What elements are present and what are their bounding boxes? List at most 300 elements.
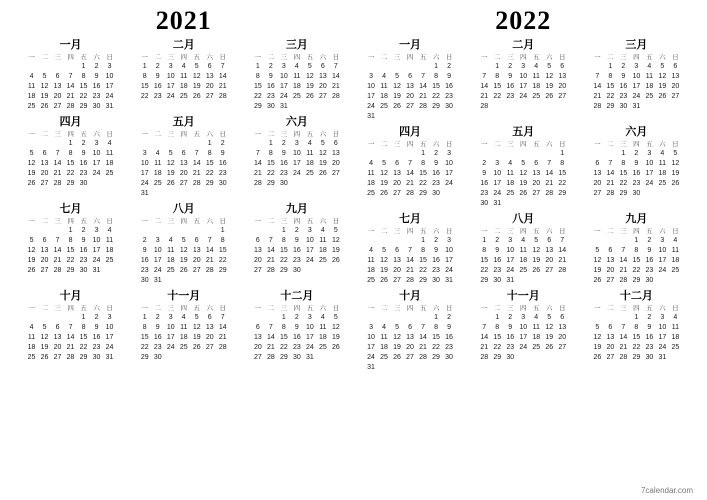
day-cell: 15 xyxy=(558,170,567,177)
month-name: 三月 xyxy=(625,39,648,51)
day-cell: 28 xyxy=(53,180,62,187)
day-cell: 1 xyxy=(68,227,73,234)
day-cell: 10 xyxy=(105,73,114,80)
weekday-header: 二 xyxy=(154,305,161,312)
week-row xyxy=(591,353,682,363)
weekday-header: 二 xyxy=(607,141,614,148)
day-cell: 4 xyxy=(369,247,374,254)
day-cell: 28 xyxy=(406,277,414,284)
week-row xyxy=(591,266,682,276)
day-cell: 8 xyxy=(281,324,286,331)
day-cell: 28 xyxy=(66,103,75,110)
weekday-header: 三 xyxy=(620,141,627,148)
day-cell-empty xyxy=(151,189,164,199)
day-cell: 1 xyxy=(421,237,426,244)
day-cell: 3 xyxy=(647,150,652,157)
day-cell: 10 xyxy=(153,247,162,254)
week-row xyxy=(25,82,116,92)
week-row xyxy=(591,246,682,256)
week-row xyxy=(365,323,456,333)
day-cell: 6 xyxy=(408,73,413,80)
weekday-header: 二 xyxy=(380,305,388,312)
month-name: 十月 xyxy=(59,290,82,302)
day-cell: 23 xyxy=(632,180,641,187)
day-cell: 4 xyxy=(155,150,160,157)
weekday-header: 三 xyxy=(54,54,61,61)
day-cell-empty xyxy=(656,276,669,286)
day-cell-empty xyxy=(365,236,378,246)
week-row xyxy=(251,353,342,363)
quarters-1 xyxy=(354,38,694,376)
week-row xyxy=(25,236,116,246)
month-block xyxy=(357,289,462,373)
day-cell: 1 xyxy=(142,314,147,321)
day-cell: 31 xyxy=(140,190,149,197)
day-cell: 5 xyxy=(194,314,199,321)
day-cell: 3 xyxy=(107,314,112,321)
day-cell: 24 xyxy=(445,267,453,274)
day-cell: 30 xyxy=(445,103,453,110)
weekday-header: 一 xyxy=(480,54,488,61)
day-cell: 18 xyxy=(105,247,114,254)
day-cell: 29 xyxy=(558,190,567,197)
day-cell-empty xyxy=(290,179,303,189)
day-cell: 14 xyxy=(218,324,227,331)
day-cell: 25 xyxy=(153,180,162,187)
weekday-header: 五 xyxy=(306,305,314,312)
week-row xyxy=(251,246,342,256)
day-cell: 13 xyxy=(558,324,567,331)
day-cell-empty xyxy=(517,353,530,363)
weekday-header: 日 xyxy=(672,305,679,312)
day-cell-empty xyxy=(430,112,443,122)
week-row xyxy=(591,236,682,246)
day-cell: 22 xyxy=(140,344,149,351)
day-cell: 12 xyxy=(393,334,401,341)
day-cell: 19 xyxy=(27,257,36,264)
day-cell: 18 xyxy=(179,83,188,90)
day-cell: 18 xyxy=(292,83,301,90)
weekday-header: 一 xyxy=(141,305,148,312)
day-cell: 30 xyxy=(632,190,641,197)
week-row xyxy=(591,62,682,72)
month-name: 三月 xyxy=(285,39,308,51)
weekday-header: 四 xyxy=(519,141,527,148)
day-cell: 9 xyxy=(142,247,147,254)
day-cell: 15 xyxy=(432,83,440,90)
day-cell: 20 xyxy=(192,257,201,264)
day-cell: 16 xyxy=(92,83,101,90)
day-cell: 23 xyxy=(292,257,301,264)
weekday-header: 一 xyxy=(254,54,262,61)
week-row xyxy=(365,256,456,266)
day-cell: 14 xyxy=(406,170,414,177)
weekday-header: 二 xyxy=(493,54,501,61)
day-cell: 17 xyxy=(658,257,667,264)
day-cell: 25 xyxy=(179,93,188,100)
day-cell-empty xyxy=(177,353,190,363)
day-cell: 15 xyxy=(279,247,288,254)
day-cell: 3 xyxy=(660,237,665,244)
weekday-header: 五 xyxy=(80,305,87,312)
day-cell: 23 xyxy=(79,170,88,177)
day-cell: 20 xyxy=(205,334,214,341)
month-grid xyxy=(251,217,342,276)
day-cell: 12 xyxy=(331,324,340,331)
day-cell: 19 xyxy=(593,344,602,351)
day-cell: 12 xyxy=(380,170,388,177)
weekday-header: 五 xyxy=(306,54,314,61)
day-cell: 18 xyxy=(153,170,162,177)
day-cell: 4 xyxy=(673,314,678,321)
day-cell-empty xyxy=(365,62,378,72)
day-cell: 22 xyxy=(253,93,262,100)
day-cell: 28 xyxy=(558,267,567,274)
day-cell-empty xyxy=(51,313,64,323)
day-cell: 16 xyxy=(493,257,502,264)
day-cell-empty xyxy=(404,112,417,122)
month-grid xyxy=(591,140,682,199)
day-cell-empty xyxy=(591,236,604,246)
day-cell: 2 xyxy=(634,150,639,157)
day-cell: 3 xyxy=(447,237,452,244)
day-cell: 13 xyxy=(253,334,262,341)
day-cell: 29 xyxy=(419,277,427,284)
month-block xyxy=(584,38,689,122)
day-cell-empty xyxy=(478,149,491,159)
month-block xyxy=(471,289,576,373)
day-cell: 28 xyxy=(192,180,201,187)
day-cell: 19 xyxy=(192,334,201,341)
day-cell: 26 xyxy=(545,93,554,100)
day-cell: 15 xyxy=(253,83,262,90)
day-cell: 3 xyxy=(307,227,312,234)
day-cell: 7 xyxy=(560,237,565,244)
day-cell: 29 xyxy=(632,277,641,284)
day-cell: 19 xyxy=(393,344,401,351)
day-cell: 14 xyxy=(480,334,489,341)
day-cell: 25 xyxy=(105,257,114,264)
day-cell: 8 xyxy=(495,73,500,80)
day-cell: 29 xyxy=(632,354,641,361)
day-cell: 15 xyxy=(218,247,227,254)
day-cell: 19 xyxy=(593,267,602,274)
month-block xyxy=(584,212,689,286)
day-cell: 25 xyxy=(27,103,36,110)
day-cell-empty xyxy=(164,139,177,149)
day-cell: 4 xyxy=(181,63,186,70)
day-cell: 2 xyxy=(647,314,652,321)
day-cell: 24 xyxy=(292,170,301,177)
day-cell: 26 xyxy=(393,354,401,361)
day-cell: 1 xyxy=(255,63,260,70)
weekday-header: 一 xyxy=(254,305,262,312)
weekday-header: 日 xyxy=(106,131,113,138)
weekday-header: 一 xyxy=(254,131,262,138)
day-cell: 19 xyxy=(519,180,528,187)
week-row xyxy=(365,276,456,286)
day-cell: 27 xyxy=(205,93,214,100)
weekday-header: 一 xyxy=(28,305,35,312)
weekday-header: 二 xyxy=(607,305,614,312)
day-cell-empty xyxy=(251,139,264,149)
weekday-header: 六 xyxy=(206,54,213,61)
month-name: 一月 xyxy=(59,39,82,51)
day-cell: 17 xyxy=(367,93,375,100)
day-cell: 29 xyxy=(266,180,275,187)
day-cell: 11 xyxy=(27,334,36,341)
week-row xyxy=(591,159,682,169)
week-row xyxy=(251,159,342,169)
day-cell-empty xyxy=(51,62,64,72)
day-cell: 8 xyxy=(142,324,147,331)
day-cell: 1 xyxy=(495,63,500,70)
day-cell: 6 xyxy=(608,247,613,254)
weekday-header: 四 xyxy=(67,305,74,312)
day-cell: 31 xyxy=(279,103,288,110)
day-cell: 17 xyxy=(140,170,149,177)
day-cell-empty xyxy=(38,226,51,236)
day-cell-empty xyxy=(316,179,329,189)
day-cell: 25 xyxy=(645,93,654,100)
day-cell: 12 xyxy=(519,170,528,177)
day-cell: 1 xyxy=(421,150,426,157)
day-cell-empty xyxy=(617,313,630,323)
day-cell: 23 xyxy=(480,190,489,197)
day-cell-empty xyxy=(556,102,569,112)
day-cell: 13 xyxy=(331,150,340,157)
day-cell: 3 xyxy=(369,73,374,80)
week-row xyxy=(138,189,229,199)
day-cell: 10 xyxy=(445,247,453,254)
years-row xyxy=(14,6,693,376)
weekday-header: 三 xyxy=(167,131,174,138)
day-cell: 17 xyxy=(292,160,301,167)
day-cell: 25 xyxy=(318,344,327,351)
day-cell: 25 xyxy=(532,93,541,100)
day-cell: 21 xyxy=(619,344,628,351)
day-cell-empty xyxy=(164,226,177,236)
day-cell: 25 xyxy=(166,267,175,274)
day-cell: 13 xyxy=(558,73,567,80)
day-cell: 21 xyxy=(53,170,62,177)
day-cell: 28 xyxy=(66,354,75,361)
day-cell: 30 xyxy=(645,354,654,361)
day-cell: 7 xyxy=(220,63,225,70)
month-name: 四月 xyxy=(59,116,82,128)
weekday-header: 六 xyxy=(545,305,553,312)
day-cell: 25 xyxy=(367,277,375,284)
day-cell: 29 xyxy=(279,267,288,274)
weekday-header: 四 xyxy=(180,131,187,138)
day-cell: 7 xyxy=(255,150,260,157)
day-cell: 14 xyxy=(218,73,227,80)
day-cell: 26 xyxy=(545,344,554,351)
day-cell-empty xyxy=(643,189,656,199)
week-row xyxy=(138,92,229,102)
day-cell: 14 xyxy=(480,83,489,90)
day-cell: 8 xyxy=(220,237,225,244)
day-cell: 19 xyxy=(166,170,175,177)
day-cell: 9 xyxy=(647,247,652,254)
day-cell: 16 xyxy=(79,160,88,167)
day-cell: 28 xyxy=(218,344,227,351)
day-cell: 4 xyxy=(294,63,299,70)
day-cell: 1 xyxy=(281,227,286,234)
month-grid xyxy=(478,53,569,112)
day-cell: 22 xyxy=(140,93,149,100)
day-cell: 15 xyxy=(493,334,502,341)
day-cell: 13 xyxy=(179,160,188,167)
day-cell: 1 xyxy=(434,63,439,70)
day-cell: 19 xyxy=(545,334,554,341)
day-cell: 8 xyxy=(281,237,286,244)
day-cell: 6 xyxy=(320,63,325,70)
week-row xyxy=(25,62,116,72)
week-row xyxy=(138,276,229,286)
day-cell: 18 xyxy=(105,160,114,167)
day-cell: 27 xyxy=(545,267,554,274)
day-cell: 26 xyxy=(179,267,188,274)
day-cell-empty xyxy=(303,179,316,189)
day-cell: 15 xyxy=(606,83,615,90)
day-cell: 30 xyxy=(292,267,301,274)
day-cell: 29 xyxy=(66,180,75,187)
weekday-header: 二 xyxy=(154,54,161,61)
day-cell: 27 xyxy=(532,190,541,197)
day-cell: 27 xyxy=(406,354,414,361)
day-cell: 18 xyxy=(166,257,175,264)
day-cell: 12 xyxy=(192,73,201,80)
day-cell: 12 xyxy=(27,160,36,167)
weekday-header: 二 xyxy=(41,218,48,225)
weekday-header: 二 xyxy=(267,54,275,61)
day-cell: 28 xyxy=(545,190,554,197)
day-cell-empty xyxy=(151,139,164,149)
day-cell: 25 xyxy=(292,93,301,100)
day-cell: 20 xyxy=(606,344,615,351)
day-cell: 23 xyxy=(619,93,628,100)
day-cell: 25 xyxy=(27,354,36,361)
day-cell: 7 xyxy=(547,160,552,167)
week-row xyxy=(365,169,456,179)
month-block xyxy=(471,125,576,209)
day-cell: 6 xyxy=(395,160,400,167)
quarter-row xyxy=(354,125,694,209)
weekday-header: 一 xyxy=(367,305,375,312)
day-cell: 24 xyxy=(519,93,528,100)
day-cell: 4 xyxy=(673,237,678,244)
weekday-header: 一 xyxy=(254,218,262,225)
day-cell: 24 xyxy=(92,257,101,264)
weekday-header: 一 xyxy=(480,228,488,235)
weekday-header: 六 xyxy=(206,131,213,138)
day-cell: 16 xyxy=(506,334,515,341)
day-cell-empty xyxy=(378,363,391,373)
day-cell: 24 xyxy=(493,190,502,197)
weekday-header: 二 xyxy=(41,305,48,312)
day-cell-empty xyxy=(404,363,417,373)
weekday-header: 四 xyxy=(519,228,527,235)
weekday-header: 二 xyxy=(380,141,388,148)
weekday-header: 五 xyxy=(646,141,653,148)
day-cell: 3 xyxy=(94,140,99,147)
day-cell: 4 xyxy=(29,324,34,331)
day-cell-empty xyxy=(417,112,430,122)
weekday-header: 一 xyxy=(480,141,488,148)
month-name: 十月 xyxy=(399,290,422,302)
week-row xyxy=(251,343,342,353)
day-cell-empty xyxy=(164,353,177,363)
week-row xyxy=(365,266,456,276)
day-cell: 16 xyxy=(266,83,275,90)
day-cell: 19 xyxy=(40,93,49,100)
weekday-header: 四 xyxy=(633,141,640,148)
day-cell: 16 xyxy=(619,83,628,90)
day-cell: 13 xyxy=(593,170,602,177)
day-cell-empty xyxy=(504,149,517,159)
day-cell: 7 xyxy=(207,237,212,244)
week-row xyxy=(478,92,569,102)
day-cell: 14 xyxy=(253,160,262,167)
day-cell: 27 xyxy=(318,93,327,100)
day-cell: 8 xyxy=(68,150,73,157)
weekday-header: 三 xyxy=(620,54,627,61)
day-cell: 7 xyxy=(621,324,626,331)
day-cell: 7 xyxy=(68,73,73,80)
quarter-row xyxy=(14,38,354,112)
day-cell: 14 xyxy=(266,334,275,341)
day-cell-empty xyxy=(25,226,38,236)
day-cell: 3 xyxy=(521,63,526,70)
week-row xyxy=(25,246,116,256)
month-block xyxy=(18,289,123,363)
week-row xyxy=(138,72,229,82)
week-row xyxy=(251,82,342,92)
day-cell: 17 xyxy=(519,83,528,90)
day-cell: 26 xyxy=(192,344,201,351)
day-cell: 1 xyxy=(560,150,565,157)
day-cell-empty xyxy=(543,276,556,286)
day-cell: 10 xyxy=(166,324,175,331)
week-row xyxy=(478,313,569,323)
day-cell-empty xyxy=(530,102,543,112)
day-cell: 21 xyxy=(619,267,628,274)
day-cell: 11 xyxy=(367,257,375,264)
weekday-header: 日 xyxy=(219,305,226,312)
day-cell: 3 xyxy=(294,140,299,147)
week-row xyxy=(365,92,456,102)
day-cell: 30 xyxy=(218,180,227,187)
month-grid xyxy=(138,53,229,102)
day-cell-empty xyxy=(177,276,190,286)
day-cell: 27 xyxy=(606,354,615,361)
day-cell: 21 xyxy=(205,257,214,264)
day-cell: 18 xyxy=(318,247,327,254)
day-cell-empty xyxy=(329,102,342,112)
day-cell-empty xyxy=(543,149,556,159)
weekday-header: 一 xyxy=(594,305,601,312)
day-cell: 11 xyxy=(27,83,36,90)
day-cell: 1 xyxy=(68,140,73,147)
weekday-header: 四 xyxy=(633,228,640,235)
day-cell-empty xyxy=(404,149,417,159)
day-cell: 25 xyxy=(305,170,314,177)
day-cell: 4 xyxy=(534,63,539,70)
day-cell: 31 xyxy=(658,354,667,361)
day-cell-empty xyxy=(38,139,51,149)
day-cell: 2 xyxy=(81,227,86,234)
